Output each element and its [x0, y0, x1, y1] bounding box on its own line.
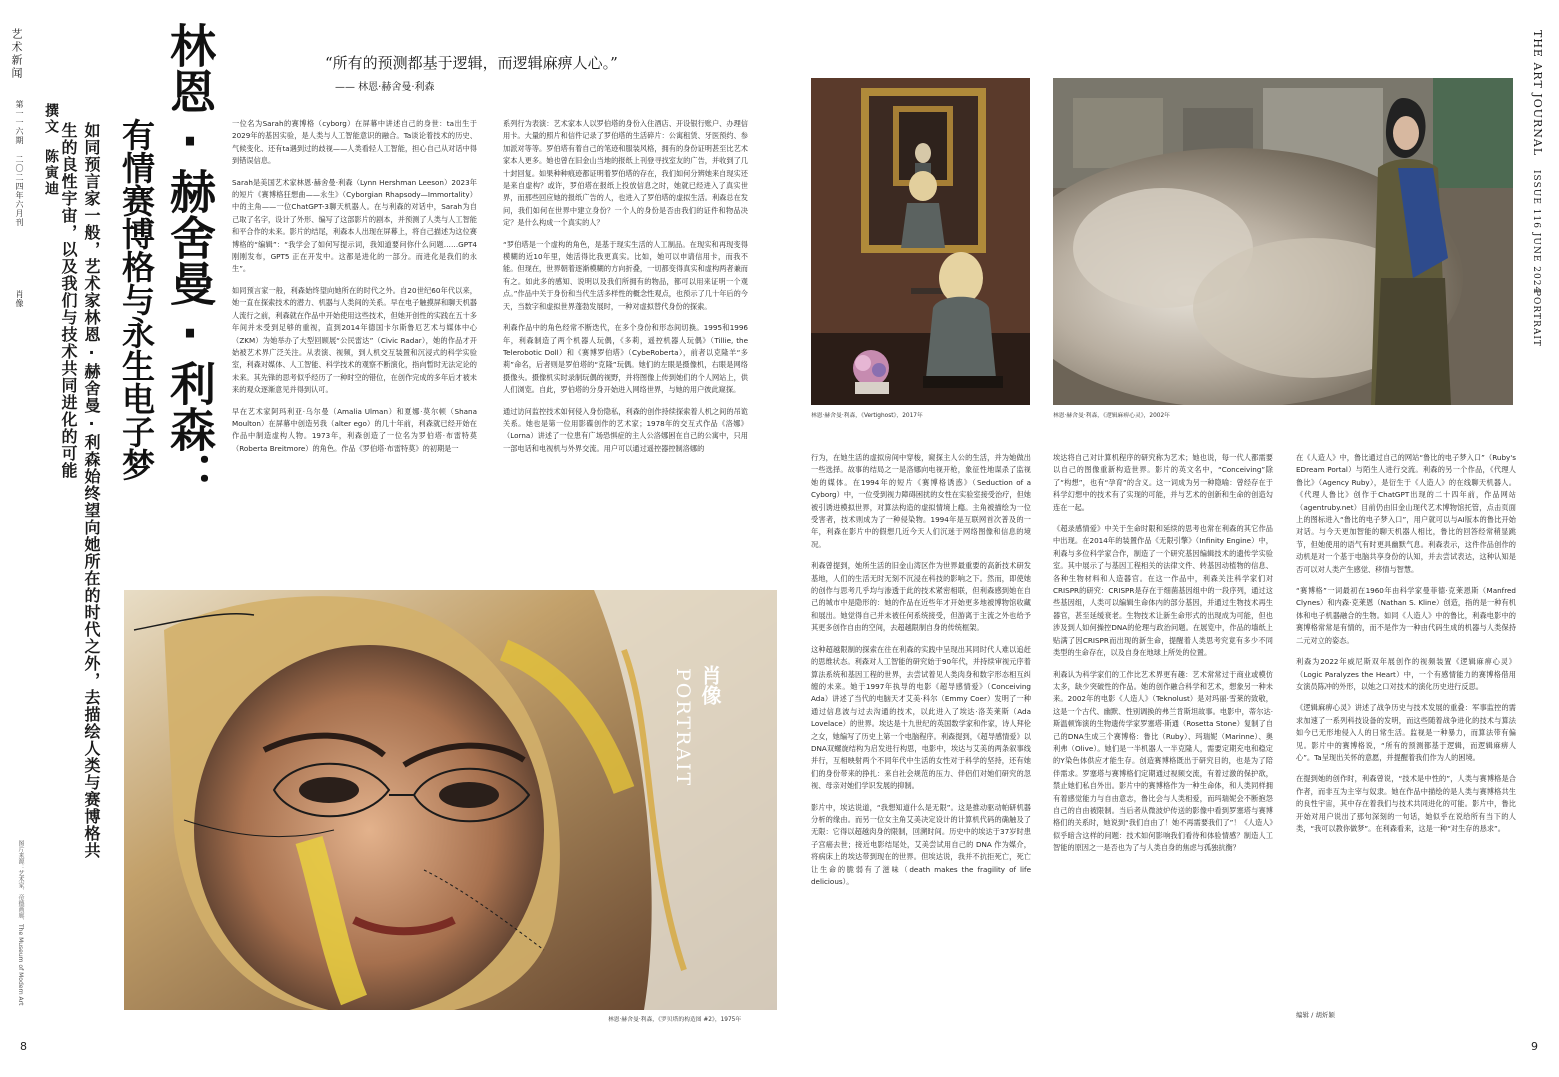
- caption-vertighost: 林恩·赫舍曼·利森，《Vertighost》，2017年: [811, 413, 923, 419]
- section-label-en: PORTRAIT: [1531, 290, 1541, 347]
- caption-logic-paralyzes: 林恩·赫舍曼·利森，《逻辑麻痹心灵》，2002年: [1053, 413, 1170, 419]
- portrait-artwork: [124, 590, 777, 1010]
- paragraph: 行为，在她生活的虚拟房间中穿梭，窥探主人公的生活，并为她做出一些选择。故事的结局之一是洛娜向电视开枪，象征性地谋杀了监视她的媒体。在1994年的短片《赛博格诱惑》（Seduction of a Cyborg）中，一位受到视力障碍困扰的女性在实验室接受治疗，但她被引诱进模拟世界，对算法构造的虚拟情境上瘾。主角被描绘为一位受害者，技术则成为了一种侵染物。1994年是互联网首次普及的一年，利森在影片中的假想几近今天人们沉迷于网络图像和信息的境况。: [811, 453, 1031, 549]
- editor-credit: 编辑 / 胡炘颖: [1296, 1011, 1335, 1019]
- pull-quote: “所有的预测都基于逻辑，而逻辑麻痹人心。”: [325, 54, 618, 72]
- paragraph: 利森为2022年威尼斯双年展创作的视频装置《逻辑麻痹心灵》（Logic Paralyzes the Heart）中，一个有感情能力的赛博格借用女演员陈冲的外形，以她之口对技术的演化历史进行反思。: [1296, 657, 1516, 691]
- issue-label: 第一一六期 二〇二四年六月刊: [15, 100, 24, 227]
- text-column-1: [232, 118, 477, 588]
- paragraph: 通过访问监控技术如何侵入身份隐私，利森的创作持续探索着人机之间的吊诡关系。她也是第一位用影碟创作的艺术家；1978年的交互式作品《洛娜》（Lorna）讲述了一位患有广场恐惧症的主人公洛娜困在自己的公寓中，只用一部电话和电视机与外界交流。用户可以通过遥控器控制洛娜的: [503, 406, 748, 453]
- paragraph: “罗伯塔是一个虚构的角色，是基于现实生活的人工制品。在现实和再现变得模糊的近10年里，她活得比我更真实。比如，她可以申请信用卡，而我不能。但现在，世界朝着逐渐模糊的方向折叠，一切都变得真实和虚构两者兼而有之。如此多的感知、说明以及我们所拥有的物品，都可以用来证明一个观点。”作品中关于身份和当代生活多样性的概念性观点，也预示了几十年后的今天，当数字和虚拟世界蓬勃发展时，一种对虚拟替代身份的探索。: [503, 239, 748, 311]
- vertighost-image: [811, 78, 1030, 405]
- page-number-left: 8: [20, 1040, 27, 1053]
- paragraph: 在提到她的创作时，利森曾说，“技术是中性的”，人类与赛博格是合作者，而非互为主宰与奴隶。她在作品中描绘的是人类与赛博格共生的良性宇宙，其中存在着我们与技术共同进化的可能。影片中，鲁比开始对用户说出了那句深刻的一句话，她似乎在说给所有当下的人类，“我可以教你做梦”。在利森看来，这是一种“对生存的恳求”。: [1296, 774, 1516, 833]
- paragraph: 埃达将自己对计算机程序的研究称为艺术；她也说，每一代人都需要以自己的图像重新构造世界。影片的英文名中，“Conceiving”除了“构想”，也有“孕育”的含义。这一词成为另一种隐喻：曾经存在于科学幻想中的技术有了实现的可能，并与艺术的创新和生命的创造勾连在一起。: [1053, 453, 1273, 512]
- paragraph: 一位名为Sarah的赛博格（cyborg）在屏幕中讲述自己的身世：ta出生于2029年的基因实验，是人类与人工智能意识的融合。Ta谈论着技术的历史、气候变化、还有ta遇到过的歧视——人类看轻人工智能，担心自己从对话中得到错误信息。: [232, 119, 477, 166]
- vertighost-artwork: [811, 78, 1030, 405]
- text-column-2: [503, 118, 748, 588]
- paragraph: 如同预言家一般，利森始终望向她所在的时代之外。自20世纪60年代以来，她一直在探索技术的潜力、机器与人类间的关系。早在电子触摸屏和聊天机器人流行之前，利森就在作品中开始使用这些技术，但她开创性的实践在五十多年间并未受到足够的重视，直到2014年德国卡尔斯鲁厄艺术与媒体中心（ZKM）为她举办了大型回顾展“公民雷达”（Civic Radar），她的作品才开始被艺术界广泛关注。从表演、视频，到人机交互装置和沉浸式的科学实验室，利森对媒体、人工智能、科学技术的观察不断演化，指向暂时无法定论的未来。其先锋的思考似乎经历了一种时空的错位，在创作完成的多年后才被未来的观众逐渐意见并得到认可。: [232, 285, 477, 395]
- running-head: 艺术新闻: [10, 28, 23, 80]
- pull-quote-attribution: —— 林恩·赫舍曼·利森: [335, 82, 435, 93]
- text-column-5: [1296, 452, 1516, 992]
- logic-paralyzes-heart-image: [1053, 78, 1513, 405]
- paragraph: 《超录感情爱》中关于生命时限和延续的思考也常在利森的其它作品中出现。在2014年的装置作品《无限引擎》（Infinity Engine）中，利森与多位科学家合作，制造了一个研究基因编辑技术的遗传学实验室。其中展示了与基因工程相关的法律文件、转基因动植物的信息、各种生物材料和人造器官。在这一作品中，利森关注科学家们对CRISPR的研究：CRISPR是存在于细菌基因组中的一段序列，通过这些基因组，人类可以编辑生命体内的部分基因，并通过生物技术再生器官，甚至延缓衰老。生物技术让新生命形式的出现成为可能，但也涉及到人如何操控DNA的伦理与政治问题。在展览中，作品的墙纸上贴满了因CRISPR而出现的新生命，提醒着人类思考究竟有多少不同类型的生命存在，以及自身在地球上所处的位置。: [1053, 524, 1273, 658]
- paragraph: 利森曾提到，她所生活的旧金山湾区作为世界最重要的高新技术研发基地，人们的生活无时无刻不沉浸在科技的影响之下。然而，即使她的创作与思考几乎均与渗透于此的技术紧密相联，但利森感到她在自己的城市中是隐形的：她的作品在近些年才开始更多地被博物馆收藏和展出。她觉得自己并未被任何系统接受，但游离于主流之外也给予其更多创作自由的空间，去超越限制自身的传统框架。: [811, 561, 1031, 633]
- author-name: 陈寅迪: [43, 149, 59, 197]
- paragraph: “赛博格”一词最初在1960年由科学家曼菲德·克莱恩斯（Manfred Clynes）和内森·克莱恩（Nathan S. Kline）创造，指的是一种有机体和电子机器融合的生物。如同《人造人》中的鲁比，利森电影中的赛博格常常是有情的，而不是作为一种由代码生成的机器与人类保持二元对立的姿态。: [1296, 586, 1516, 645]
- paragraph: 这种超越限制的探索在往在利森的实践中呈现出其同时代人难以追赶的思维状态。利森对人工智能的研究始于90年代，并持续审视元序着算法系统和基因工程的世界，去尝试着见人类肉身和数字形态相互纠缠的未来。她于1997年执导的电影《超导感情爱》（Conceiving Ada）讲述了当代的电脑天才艾美·科尔（Emmy Coer）发明了一种通过信息波与过去沟通的技术，以此进入了埃达·洛芙莱斯（Ada Lovelace）的世界。埃达是十九世纪的英国数学家和作家，诗人拜伦之女，她编写了历史上第一个电脑程序。利森提到，《超导感情爱》以DNA双螺旋结构为启发进行构思，电影中，埃达与艾美的两条叙事线并行，互相映射两个不同年代中生活的女性对于科学的坚持，还有她们的身份带来的挣扎：来自社会规范的压力、伴侣们对她们研究的忽视、母亲对她们学识发展的抑制。: [811, 644, 1031, 791]
- issue-label-en: ISSUE 116 JUNE 2024: [1531, 170, 1541, 294]
- text-column-4: [1053, 452, 1273, 1017]
- image-overlay-cn: 肖像: [698, 665, 722, 705]
- image-overlay-en: PORTRAIT: [672, 668, 694, 788]
- paragraph: 在《人造人》中，鲁比通过自己的网站“鲁比的电子梦入口”（Ruby's EDream Portal）与陌生人进行交流。利森的另一个作品，《代理人鲁比》（Agency Ruby），是衍生于《人造人》的在线聊天机器人。《代理人鲁比》创作于ChatGPT出现的二十四年前，作品网站（agentruby.net）目前仍由旧金山现代艺术博物馆托管，点击页面上的图标进入“鲁比的电子梦入口”，用户就可以与AI版本的鲁比开始对话。与今天更加智能的聊天机器人相比，鲁比的回答经常稍显跳节，但她使用的语气有时更具幽默气息。利森表示，这件作品创作的动机是对一个基于电脑共享身份的认知，并去尝试表达，这种认知是否可以对人类产生感觉、移情与智慧。: [1296, 453, 1516, 574]
- paragraph: 早在艺术家阿玛利亚·乌尔曼（Amalia Ulman）和夏娜·莫尔顿（Shana Moulton）在屏幕中创造另我（alter ego）的几十年前，利森就已经开始在作品中制造虚构人物。1973年，利森创造了一位名为罗伯塔·布雷特莫（Roberta Breitmore）的角色。作品《罗伯塔·布雷特莫》的初期是一: [232, 406, 477, 453]
- paragraph: 利森作品中的角色经常不断迭代，在多个身份和形态间切换。1995和1996年，利森制造了两个机器人玩偶，《多莉，遥控机器人玩偶》（Tillie, the Telerobotic Doll）和《赛博罗伯塔》（CybeRoberta），前者以克隆羊“多莉”命名，后者则是罗伯塔的“克隆”玩偶。她们的左眼是摄像机，右眼是网络摄像头。摄像机实时录制玩偶的视野，并将图像上传到她们的个人网站上，供人们浏览。自此，罗伯塔的分身开始进入网络世界，与她的用户彼此窥探。: [503, 323, 748, 395]
- image-caption-left: 林恩·赫舍曼·利森，《罗贝塔的构造图 #2》，1975年: [608, 1017, 742, 1023]
- paragraph: 利森认为科学家们的工作比艺术界更有趣：艺术常常过于商业或模仿太多，缺少突破性的作品。她的创作融合科学和艺术，想象另一种未来。2002年的电影《人造人》（Teknolust）是对玛丽·雪莱的致敬，这是一个古代、幽默、性别调换的弗兰肯斯坦故事。电影中，蒂尔达·斯温顿饰演的生物遗传学家罗塞塔·斯通（Rosetta Stone）复制了自己的DNA生成三个赛博格：鲁比（Ruby）、玛瑞妮（Marinne）、奥利弗（Olive）。她们是一半机器人一半克隆人，需要定期充电和稳定的Y染色体供应才能生存。创造赛博格既出于研究目的，也是为了陪伴需求。罗塞塔与赛博格们定期通过视频交流，有着过激的保护欲，禁止她们私自外出。影片中的赛博格作为一种生命体，和人类同样拥有着感觉能力与自由意志，鲁比会与人类相爱，而玛瑞妮会不断抱怨自己的自由被限制。当后者从微波炉传送的影像中看到罗塞塔与赛博格们的关系时，她说到“我们自由了！她不再需要我们了”！《人造人》似乎暗含这样的问题：技术如何影响我们看待和体验情感？制造人工智能的原因之一是否也为了与人类自身的焦虑与孤独抗衡？: [1053, 669, 1273, 853]
- deck: 如同预言家一般，艺术家林恩·赫舍曼·利森始终望向她所在的时代之外，去描绘人类与赛博格共生的良性宇宙，以及我们与技术共同进化的可能: [59, 122, 101, 859]
- roberta-portrait-image: [124, 590, 777, 1010]
- magazine-name: THE ART JOURNAL: [1531, 30, 1544, 157]
- byline-label: 撰文: [43, 103, 59, 135]
- text-column-3: [811, 452, 1031, 1017]
- section-label: 肖像: [15, 290, 24, 308]
- paragraph: 系列行为表演：艺术家本人以罗伯塔的身份入住酒店、开设银行账户、办理信用卡。大量的照片和信件记录了罗伯塔的生活碎片：公寓租赁、牙医预约、参加派对等等。罗伯塔有着自己的笔迹和服装风格，拥有的身份证明甚至比艺术家本人更多。她也曾在旧金山当地的报纸上刊登寻找室友的广告，并收到了几十封回复。如果种种痕迹都证明着罗伯塔的存在，我们如何分辨她来自现实还是来自虚构？或许，罗伯塔在报纸上投放信息之时，她就已经进入了真实世界，而那些回应她的报纸广告的人，也进入了罗伯塔的虚拟生活。利森总在发问，我们如何在世界中建立身份？一个人的身份是否由我们的证件和物品决定？是什么构成一个真实的人？: [503, 119, 748, 228]
- paragraph: Sarah是美国艺术家林恩·赫舍曼·利森（Lynn Hershman Leeson）2023年的短片《赛博格狂想曲——永生》（Cyborgian Rhapsody—Immortality）中的主角——一位ChatGPT-3聊天机器人。在与利森的对话中，Sarah为自己取了名字，设计了外形、编写了这部影片的剧本，并预测了人类与人工智能和平合作的未来。影片的结尾，利森本人出现在屏幕上，将自己描述为这位赛博格的“编辑”：“我学会了如何写提示词，我知道要问你什么问题……GPT4 刚刚发布，GPT5 正在开发中。这都是进化的一部分。而进化是我们的永生”。: [232, 177, 477, 274]
- photo-credit: 图片来源：艺术家、帝德画廊、The Museum of Modern Art: [17, 840, 24, 1006]
- article-subtitle: 有情赛博格与永生电子梦: [117, 118, 156, 481]
- page-number-right: 9: [1531, 1040, 1538, 1053]
- logic-paralyzes-artwork: [1053, 78, 1513, 405]
- paragraph: 《逻辑麻痹心灵》讲述了战争历史与技术发展的重叠：军事监控的需求加速了一系列科技设备的发明，而这些随着战争进化的技术与算法如今已无形地侵入人的日常生活。监视是一种暴力，而算法带有偏见。影片中的赛博格说，“所有的预测都基于逻辑，而逻辑麻痹人心”。Ta呈现出关怀的意愿，并提醒着我们作为人的困境。: [1296, 703, 1516, 762]
- paragraph: 影片中，埃达说道，“我想知道什么是无限”。这是推动驱动帕研机器分析的缘由。而另一位女主角艾美决定设计的计算机代码的确触及了无限：它得以超越肉身的限制，回溯时间。历史中的埃达于37岁时患子宫癌去世；接近电影结尾处，艾美尝试用自己的 DNA 作为媒介，将病床上的埃达带到现在的世界。但埃达说，我并不抗拒死亡，死亡让生命的脆弱有了滋味（death makes the fragility of life delicious）。: [811, 802, 1031, 886]
- article-title: 林恩·赫舍曼·利森：: [163, 22, 217, 498]
